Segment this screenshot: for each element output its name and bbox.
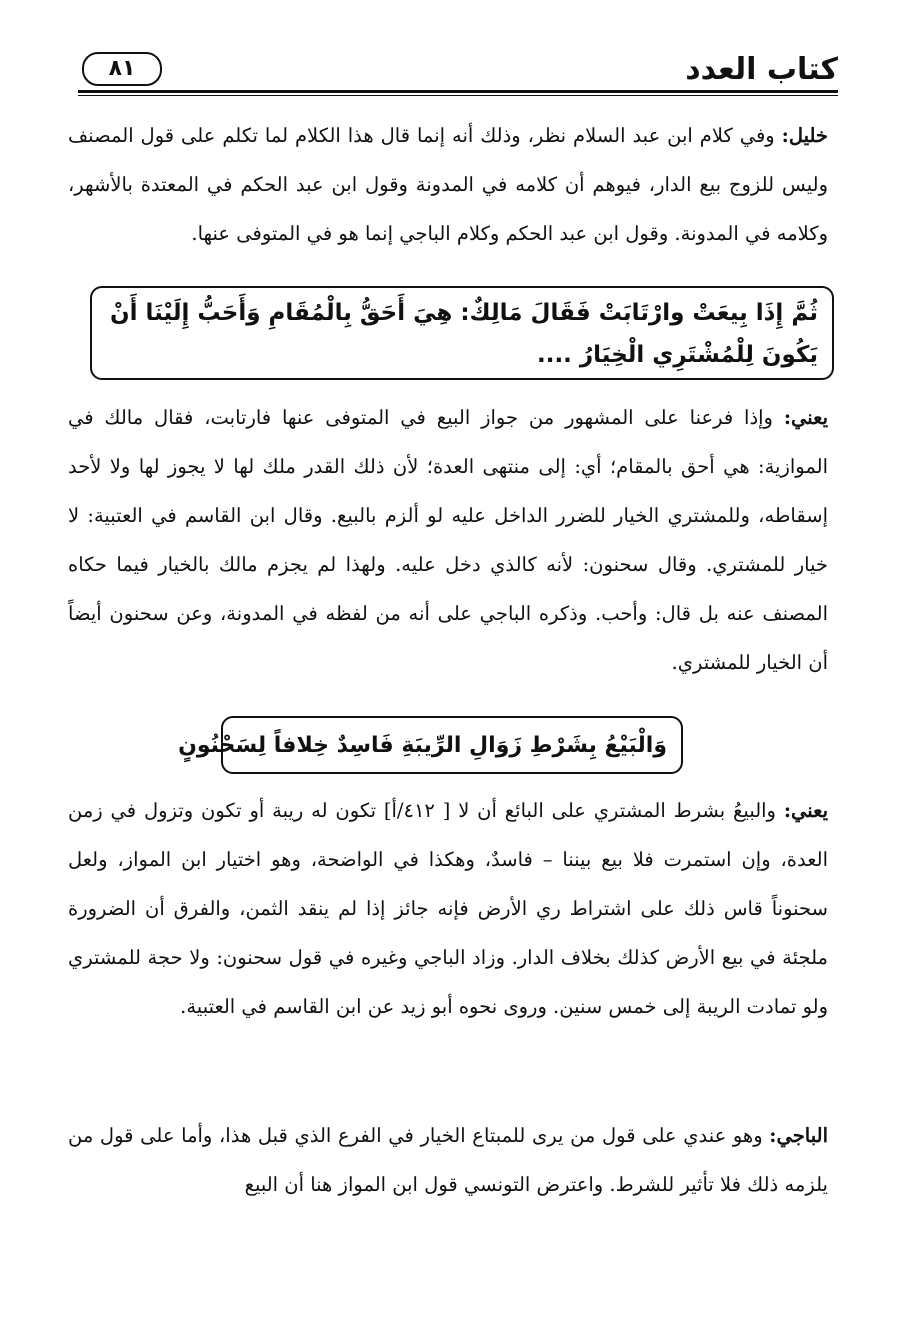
matn-text: ثُمَّ إِذَا بِيعَتْ وارْتَابَتْ فَقَالَ مَالِكٌ: هِيَ أَحَقُّ بِالْمُقَامِ وَأَحَبُّ إِلَيْنَا أَنْ يَكُونَ لِلْمُشْتَرِي الْخِيَارُ ....	[109, 300, 818, 368]
paragraph-label: الباجي:	[769, 1124, 828, 1147]
book-title: كتاب العدد	[685, 52, 838, 87]
paragraph-baji	[68, 1111, 828, 1209]
paragraph-text: وهو عندي على قول من يرى للمبتاع الخيار في الفرع الذي قبل هذا، وأما على قول من يلزمه ذلك فلا تأثير للشرط. واعترض التونسي قول ابن المواز هنا أن البيع	[68, 1124, 828, 1196]
paragraph-yani-2	[68, 786, 828, 1031]
matn-box	[178, 716, 683, 774]
matn-text: وَالْبَيْعُ بِشَرْطِ زَوَالِ الرِّيبَةِ فَاسِدٌ خِلافاً لِسَحْنُونٍ	[178, 733, 667, 758]
paragraph-label: يعني:	[783, 406, 828, 429]
paragraph-text: وإذا فرعنا على المشهور من جواز البيع في المتوفى عنها فارتابت، فقال مالك في الموازية: هي أحق بالمقام؛ أي: إلى منتهى العدة؛ لأن ذلك القدر ملك لها لا يجوز لها ولا لأحد إسقاطه، وللمشتري الخيار للضرر الداخل عليه لو ألزم بالبيع. وقال ابن القاسم في العتبية: لا خيار للمشتري. وقال سحنون: لأنه كالذي دخل عليه. ولهذا لم يجزم مالك بالخيار فيما حكاه المصنف عنه بل قال: وأحب. وذكره الباجي على أنه من لفظه في المدونة، وعن سحنون أيضاً أن الخيار للمشتري.	[68, 406, 828, 674]
paragraph-text: وفي كلام ابن عبد السلام نظر، وذلك أنه إنما قال هذا الكلام لما تكلم على قول المصنف وليس للزوج بيع الدار، فيوهم أن كلامه في المدونة وقول ابن عبد الحكم في المعتدة بالأشهر، وكلامه في المدونة. وقول ابن عبد الحكم وكلام الباجي إنما هو في المتوفى عنها.	[68, 124, 828, 245]
paragraph-text: والبيعُ بشرط المشتري على البائع أن لا [ ٤١٢/أ] تكون له ريبة أو تكون وتزول في زمن العدة، وإن استمرت فلا بيع بيننا – فاسدٌ، وهكذا في الواضحة، وهو اختيار ابن المواز، ولعل سحنوناً قاس ذلك على اشتراط ري الأرض فإنه جائز إذا لم ينقد الثمن، والفرق أن الضرورة ملجئة في بيع الأرض كذلك بخلاف الدار. وزاد الباجي وغيره في قول سحنون: ولا حجة للمشتري ولو تمادت الريبة إلى خمس سنين. وروى نحوه أبو زيد عن ابن القاسم في العتبية.	[68, 799, 829, 1018]
paragraph-label: خليل:	[781, 124, 828, 147]
page-number: ٨١	[82, 52, 162, 86]
paragraph-yani-1	[68, 393, 828, 687]
matn-box	[90, 286, 834, 380]
header-rule	[78, 90, 838, 96]
paragraph-khalil	[68, 111, 828, 258]
page-header	[78, 50, 838, 98]
paragraph-label: يعني:	[783, 799, 828, 822]
